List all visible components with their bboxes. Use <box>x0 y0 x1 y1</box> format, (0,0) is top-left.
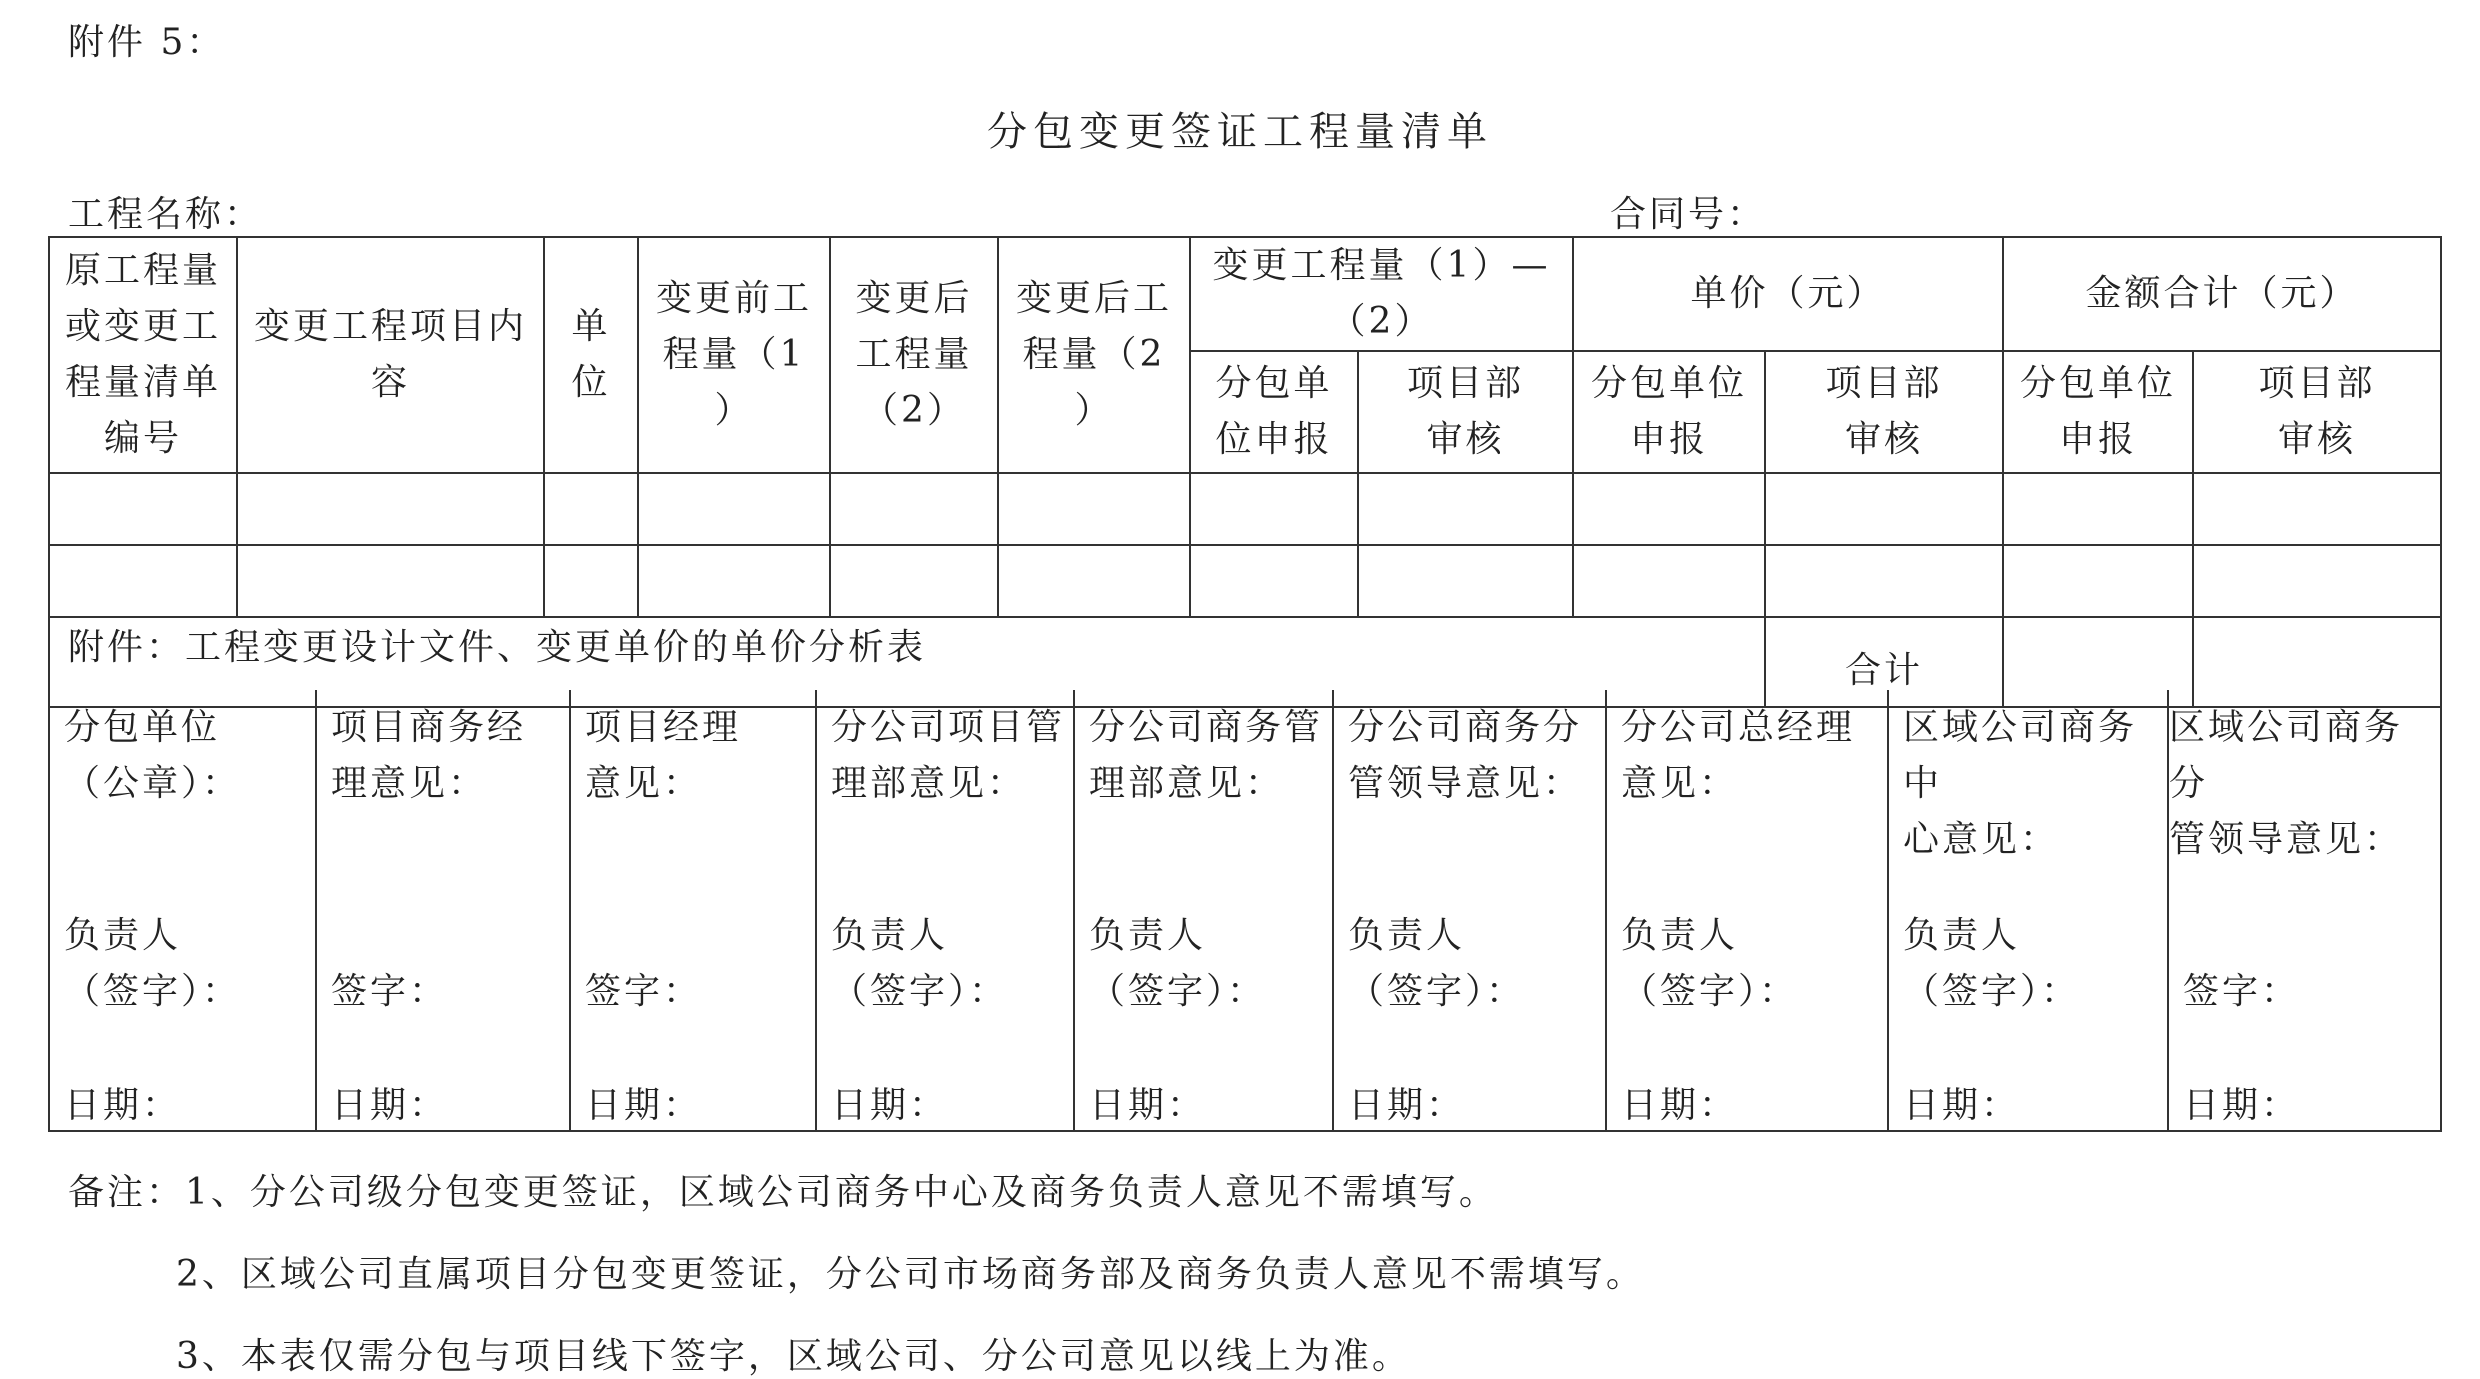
approval-table <box>48 690 2442 1132</box>
table-cell[interactable] <box>1765 545 2003 617</box>
table-row <box>49 545 2441 617</box>
header-change-content: 变更工程项目内 容 <box>237 237 544 473</box>
subheader-price-sub-report: 分包单位 申报 <box>1573 351 1765 473</box>
table-cell[interactable] <box>544 473 638 545</box>
table-cell[interactable] <box>998 545 1190 617</box>
header-unit: 单 位 <box>544 237 638 473</box>
approval-branch-commercial-leader[interactable]: 分公司商务分 管领导意见： 负责人 （签字）： 日期： <box>1333 690 1606 1131</box>
approval-project-commercial-manager[interactable]: 项目商务经 理意见： 签字： 日期： <box>316 690 570 1131</box>
header-unit-price: 单价（元） <box>1573 237 2003 351</box>
table-cell[interactable] <box>1190 473 1358 545</box>
table-cell[interactable] <box>638 473 830 545</box>
contract-no-label: 合同号： <box>1610 194 1767 235</box>
header-change-quantity: 变更工程量（1）—（2） <box>1190 237 1573 351</box>
table-cell[interactable] <box>237 545 544 617</box>
page-title: 分包变更签证工程量清单 <box>987 109 1493 155</box>
subheader-sub-report: 分包单 位申报 <box>1190 351 1358 473</box>
note-2: 2、区域公司直属项目分包变更签证，分公司市场商务部及商务负责人意见不需填写。 <box>176 1254 1645 1295</box>
attachment-label: 附件 5： <box>68 22 226 63</box>
table-cell[interactable] <box>2003 473 2193 545</box>
table-cell[interactable] <box>1573 545 1765 617</box>
table-cell[interactable] <box>49 545 237 617</box>
header-quantity-after-2: 变更后工 程量（2 ） <box>998 237 1190 473</box>
approval-regional-commercial-center[interactable]: 区域公司商务中 心意见： 负责人 （签字）： 日期： <box>1888 690 2168 1131</box>
quantity-table <box>48 236 2442 708</box>
table-cell[interactable] <box>998 473 1190 545</box>
table-cell[interactable] <box>2003 545 2193 617</box>
subheader-amount-sub-report: 分包单位 申报 <box>2003 351 2193 473</box>
attachment-note: 附件：工程变更设计文件、变更单价的单价分析表 <box>49 617 1765 707</box>
header-amount-total: 金额合计（元） <box>2003 237 2441 351</box>
subheader-dept-review: 项目部 审核 <box>1358 351 1573 473</box>
header-quantity-before: 变更前工 程量（1 ） <box>638 237 830 473</box>
project-name-label: 工程名称： <box>68 194 264 235</box>
approval-branch-general-manager[interactable]: 分公司总经理 意见： 负责人 （签字）： 日期： <box>1606 690 1888 1131</box>
approval-regional-commercial-leader[interactable]: 区域公司商务分 管领导意见： 签字： 日期： <box>2168 690 2441 1131</box>
table-cell[interactable] <box>544 545 638 617</box>
approval-branch-project-dept[interactable]: 分公司项目管 理部意见： 负责人 （签字）： 日期： <box>816 690 1074 1131</box>
approval-branch-commercial-dept[interactable]: 分公司商务管 理部意见： 负责人 （签字）： 日期： <box>1074 690 1333 1131</box>
note-1: 备注：1、分公司级分包变更签证，区域公司商务中心及商务负责人意见不需填写。 <box>68 1172 1498 1213</box>
table-cell[interactable] <box>1573 473 1765 545</box>
table-cell[interactable] <box>1765 473 2003 545</box>
header-original-item-no: 原工程量 或变更工 程量清单 编号 <box>49 237 237 473</box>
subheader-price-dept-review: 项目部 审核 <box>1765 351 2003 473</box>
table-cell[interactable] <box>830 545 998 617</box>
table-cell[interactable] <box>1190 545 1358 617</box>
table-cell[interactable] <box>638 545 830 617</box>
table-cell[interactable] <box>237 473 544 545</box>
total-label: 合计 <box>1765 617 2003 707</box>
table-cell[interactable] <box>49 473 237 545</box>
table-cell[interactable] <box>1358 473 1573 545</box>
table-row <box>49 473 2441 545</box>
header-quantity-after: 变更后 工程量 （2） <box>830 237 998 473</box>
table-cell[interactable] <box>1358 545 1573 617</box>
table-cell[interactable] <box>2193 473 2441 545</box>
table-cell[interactable] <box>830 473 998 545</box>
approval-project-manager[interactable]: 项目经理 意见： 签字： 日期： <box>570 690 816 1131</box>
note-3: 3、本表仅需分包与项目线下签字，区域公司、分公司意见以线上为准。 <box>176 1336 1411 1377</box>
approval-subcontractor[interactable]: 分包单位 （公章）： 负责人 （签字）： 日期： <box>49 690 316 1131</box>
table-cell[interactable] <box>2193 545 2441 617</box>
subheader-amount-dept-review: 项目部 审核 <box>2193 351 2441 473</box>
